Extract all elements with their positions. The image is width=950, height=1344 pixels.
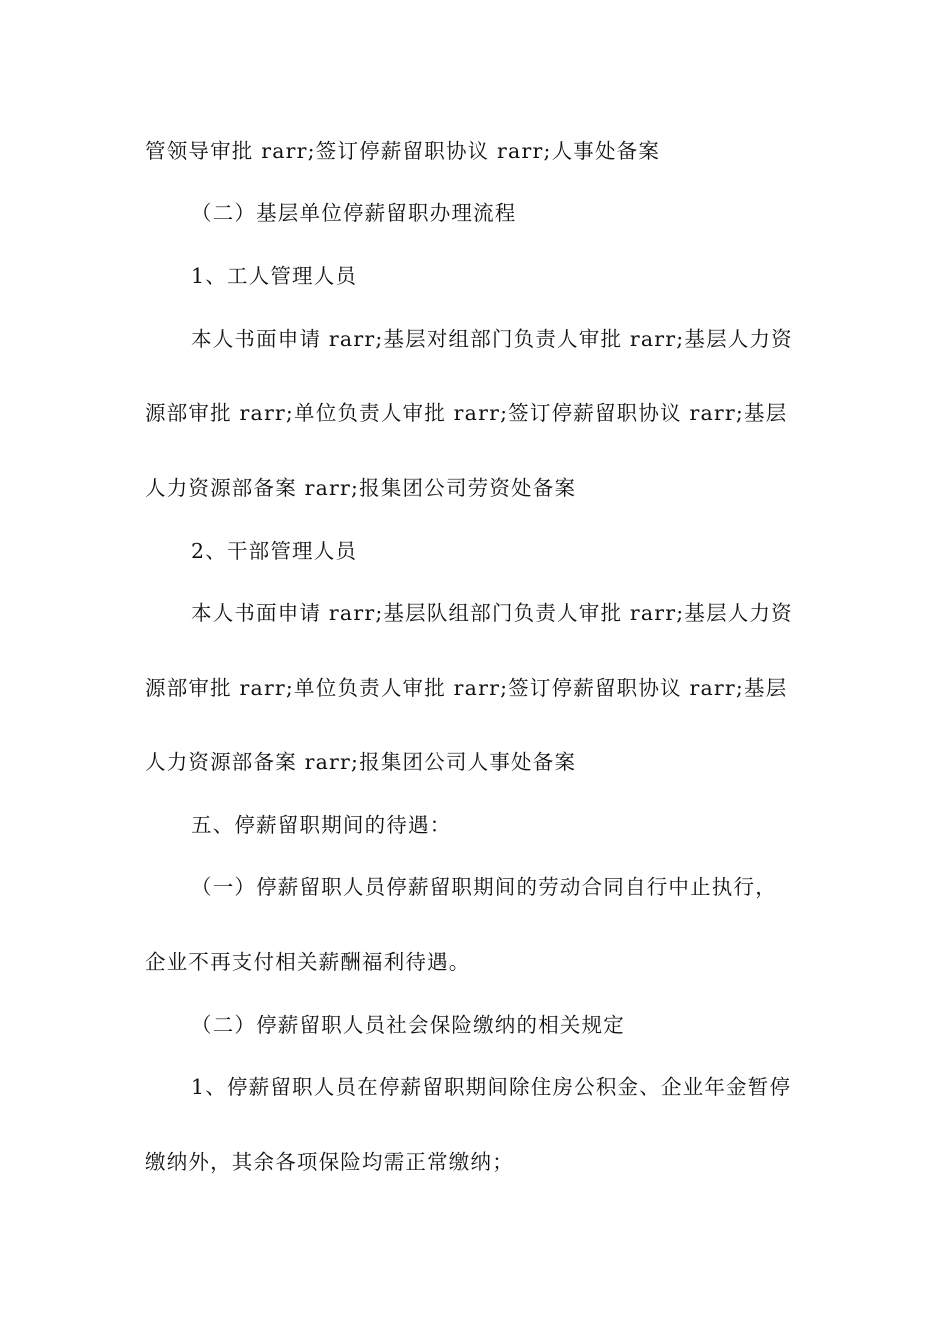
text-line-15: 1、停薪留职人员在停薪留职期间除住房公积金、企业年金暂停 [191, 1075, 792, 1099]
section-heading-social-insurance: （二）停薪留职人员社会保险缴纳的相关规定 [191, 1013, 625, 1037]
text-line-5: 源部审批 rarr;单位负责人审批 rarr;签订停薪留职协议 rarr;基层 [145, 401, 788, 425]
section-heading-basic-unit-process: （二）基层单位停薪留职办理流程 [191, 201, 517, 225]
text-line-6: 人力资源部备案 rarr;报集团公司劳资处备案 [145, 476, 577, 500]
text-line-12: （一）停薪留职人员停薪留职期间的劳动合同自行中止执行， [191, 875, 777, 899]
text-line-9: 源部审批 rarr;单位负责人审批 rarr;签订停薪留职协议 rarr;基层 [145, 676, 788, 700]
subheading-cadre-staff: 2、干部管理人员 [191, 539, 358, 563]
text-line-10: 人力资源部备案 rarr;报集团公司人事处备案 [145, 750, 577, 774]
text-line-1: 管领导审批 rarr;签订停薪留职协议 rarr;人事处备案 [145, 139, 661, 163]
text-line-4: 本人书面申请 rarr;基层对组部门负责人审批 rarr;基层人力资 [191, 327, 793, 351]
subheading-worker-staff: 1、工人管理人员 [191, 264, 358, 288]
text-line-13: 企业不再支付相关薪酬福利待遇。 [145, 950, 471, 974]
section-heading-benefits: 五、停薪留职期间的待遇： [191, 813, 452, 837]
text-line-8: 本人书面申请 rarr;基层队组部门负责人审批 rarr;基层人力资 [191, 601, 793, 625]
text-line-16: 缴纳外，其余各项保险均需正常缴纳； [145, 1150, 514, 1174]
